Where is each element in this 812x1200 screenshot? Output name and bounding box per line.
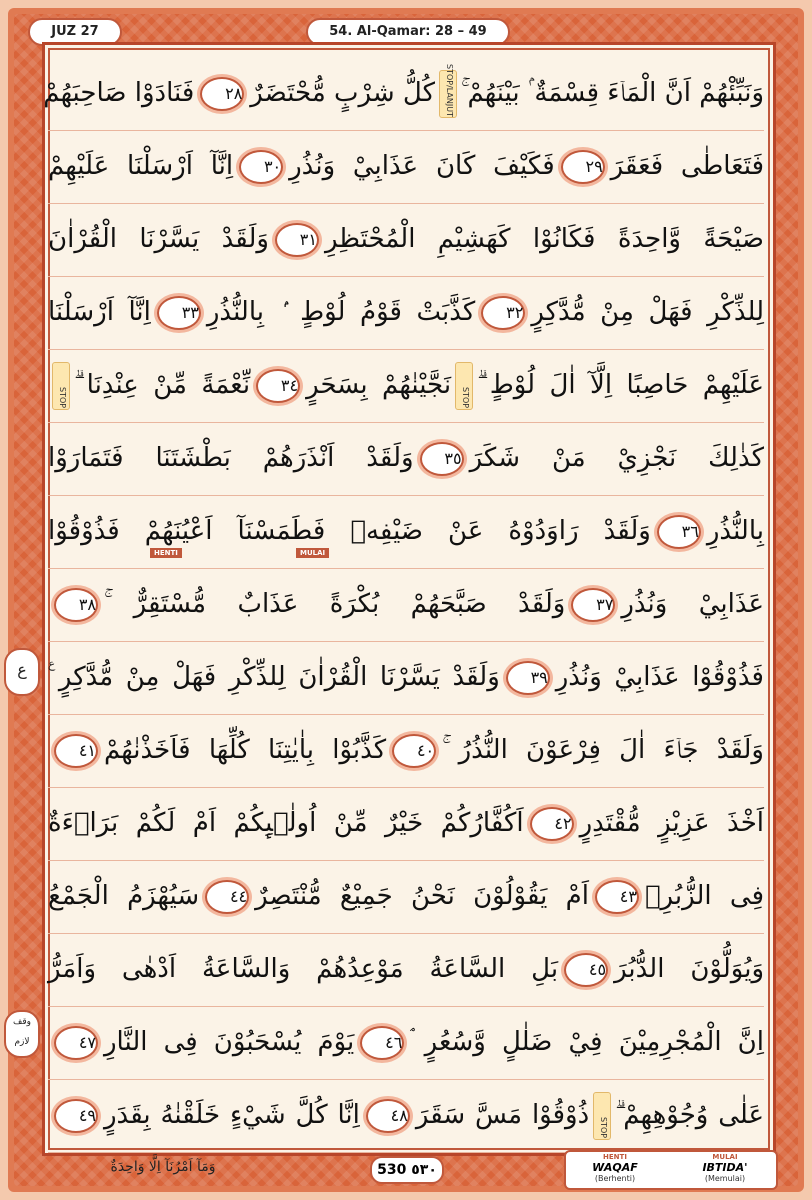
verse-line — [48, 859, 764, 934]
henti-label: HENTI — [150, 548, 182, 558]
verse-text: اِنَّ الْمُجْرِمِيْنَ فِيْ ضَلٰلٍ وَّسُعُرٍ ۘ — [410, 1027, 764, 1057]
verse-text: كَذٰلِكَ نَجْزِيْ مَنْ شَكَرَ — [469, 443, 765, 473]
legend-ibtida-sub: (Memulai) — [704, 1174, 746, 1183]
stop-sign-marker: STOP/LANJUT — [439, 70, 457, 118]
surah-title: 54. Al-Qamar: 28 – 49 — [306, 18, 510, 46]
mulai-label: MULAI — [296, 548, 329, 558]
verse-text: بِالنُّذُرِ — [706, 516, 764, 546]
verse-line — [43, 56, 764, 131]
verse-text: سَيُهْزَمُ الْجَمْعُ — [48, 881, 200, 911]
ayah-number-marker: ٣٢ — [481, 296, 525, 330]
ayah-number-marker: ٤٧ — [54, 1026, 98, 1060]
verse-text: وَلَقَدْ صَبَّحَهُمْ بُكْرَةً عَذَابٌ مُّسْتَقِرٌّ ۚ — [104, 589, 566, 619]
verse-line — [48, 932, 764, 1007]
ayah-number-marker: ٢٨ — [200, 77, 244, 111]
verse-text: كَذَّبَتْ قَوْمُ لُوْطٍ ۢ بِالنُّذُرِ — [206, 297, 476, 327]
verse-text: اِنَّا كُلَّ شَيْءٍ خَلَقْنٰهُ بِقَدَرٍ — [104, 1100, 360, 1130]
verse-text: عَذَابِيْ وَنُذُرِ — [621, 589, 764, 619]
verse-line — [48, 348, 764, 423]
ayah-number-marker: ٤٩ — [54, 1099, 98, 1133]
ayah-number-marker: ٤٨ — [366, 1099, 410, 1133]
verse-text: فِى الزُّبُرِۚ — [644, 881, 765, 911]
verse-line — [48, 713, 764, 788]
ayah-number-marker: ٣٨ — [54, 588, 98, 622]
verse-line — [48, 421, 764, 496]
verse-line — [48, 640, 764, 715]
verse-text: يَوْمَ يُسْحَبُوْنَ فِى النَّارِ — [104, 1027, 355, 1057]
verse-text: اِنَّآ اَرْسَلْنَا عَلَيْهِمْ — [48, 151, 234, 181]
verse-text: وَلَقَدْ رَاوَدُوْهُ عَنْ ضَيْفِهٖ فَطَمَسْنَآ اَعْيُنَهُمْ فَذُوْقُوْا — [48, 516, 651, 546]
legend-henti-label: HENTI — [603, 1153, 627, 1161]
ayah-number-marker: ٤٣ — [595, 880, 639, 914]
juz-label: JUZ 27 — [28, 18, 122, 46]
ayah-number-marker: ٣٧ — [571, 588, 615, 622]
stop-sign-marker: STOP — [52, 362, 70, 410]
verse-text: بَلِ السَّاعَةُ مَوْعِدُهُمْ وَالسَّاعَةُ اَدْهٰى وَاَمَرُّ — [48, 954, 559, 984]
catchword: وَمَآ اَمْرُنَآ اِلَّا وَاحِدَةٌ — [110, 1159, 216, 1175]
ayah-number-marker: ٤٥ — [564, 953, 608, 987]
stop-sign-marker: STOP — [593, 1092, 611, 1140]
verse-text: عَلٰى وُجُوْهِهِمْ ۗ — [615, 1100, 765, 1130]
verse-text: اِنَّآ اَرْسَلْنَا — [48, 297, 151, 327]
legend-mulai-label: MULAI — [712, 1153, 738, 1161]
stop-sign-marker: STOP — [455, 362, 473, 410]
verse-text: فَذُوْقُوْا عَذَابِيْ وَنُذُرِ — [555, 662, 764, 692]
verse-line — [48, 786, 764, 861]
ayah-number-marker: ٤٦ — [360, 1026, 404, 1060]
verse-text: كُلُّ شِرْبٍ مُّحْتَضَرٌ — [250, 78, 435, 108]
legend-waqaf-sub: (Berhenti) — [594, 1174, 636, 1183]
verse-text: فَنَادَوْا صَاحِبَهُمْ — [43, 78, 195, 108]
ayah-number-marker: ٤٢ — [530, 807, 574, 841]
verse-text: فَكَيْفَ كَانَ عَذَابِيْ وَنُذُرِ — [289, 151, 555, 181]
verse-text: صَيْحَةً وَّاحِدَةً فَكَانُوْا كَهَشِيْمِ الْمُحْتَظِرِ — [324, 224, 764, 254]
ayah-number-marker: ٣٣ — [157, 296, 201, 330]
page-number: 530 ٥٣٠ — [370, 1156, 444, 1184]
ayah-number-marker: ٤٠ — [392, 734, 436, 768]
verse-text: وَلَقَدْ جَاۤءَ اٰلَ فِرْعَوْنَ النُّذُرُ ۚ — [442, 735, 764, 765]
verse-text: اَمْ يَقُوْلُوْنَ نَحْنُ جَمِيْعٌ مُّنْتَصِرٌ — [255, 881, 589, 911]
ayah-number-marker: ٣٥ — [420, 442, 464, 476]
verse-text: وَلَقَدْ يَسَّرْنَا الْقُرْاٰنَ — [48, 224, 269, 254]
ayah-number-marker: ٤١ — [54, 734, 98, 768]
ayah-number-marker: ٤٤ — [205, 880, 249, 914]
verse-text: نَجَّيْنٰهُمْ بِسَحَرٍ — [306, 370, 452, 400]
waqf-lazim-mark: وقف لازم — [4, 1010, 40, 1058]
ayah-number-marker: ٣٤ — [256, 369, 300, 403]
verse-text: وَلَقَدْ يَسَّرْنَا الْقُرْاٰنَ لِلذِّكْرِ فَهَلْ مِنْ مُّدَّكِرٍ ࣖ — [48, 662, 500, 692]
verse-line — [48, 1078, 764, 1153]
verse-line — [48, 202, 764, 277]
verse-text: فَتَعَاطٰى فَعَقَرَ — [610, 151, 764, 181]
ayah-number-marker: ٢٩ — [561, 150, 605, 184]
verse-line — [48, 567, 764, 642]
verse-line — [48, 129, 764, 204]
legend-ibtida: IBTIDA' — [702, 1161, 748, 1174]
waqaf-ibtida-legend — [564, 1150, 778, 1190]
ayah-number-marker: ٣١ — [275, 223, 319, 257]
verse-text: ذُوْقُوْا مَسَّ سَقَرَ — [415, 1100, 590, 1130]
verse-text: كَذَّبُوْا بِاٰيٰتِنَا كُلِّهَا فَاَخَذْنٰهُمْ — [104, 735, 387, 765]
ruku-mark: ع — [4, 648, 40, 696]
ayah-number-marker: ٣٦ — [657, 515, 701, 549]
verse-text: اَكُفَّارُكُمْ خَيْرٌ مِّنْ اُولٰۤىِٕكُمْ اَمْ لَكُمْ بَرَاۤءَةٌ — [48, 808, 524, 838]
ayah-number-marker: ٣٠ — [239, 150, 283, 184]
verse-text: عَلَيْهِمْ حَاصِبًا اِلَّآ اٰلَ لُوْطٍ ۗ — [477, 370, 764, 400]
ayah-number-marker: ٣٩ — [506, 661, 550, 695]
verse-text: وَلَقَدْ اَنْذَرَهُمْ بَطْشَتَنَا فَتَمَارَوْا — [48, 443, 414, 473]
verse-text: نِّعْمَةً مِّنْ عِنْدِنَا ۗ — [74, 370, 251, 400]
legend-waqaf: WAQAF — [592, 1161, 638, 1174]
verse-line — [48, 275, 764, 350]
verse-text: اَخْذَ عَزِيْزٍ مُّقْتَدِرٍ — [579, 808, 764, 838]
verse-text: لِلذِّكْرِ فَهَلْ مِنْ مُّدَّكِرٍ — [531, 297, 764, 327]
verse-text: وَيُوَلُّوْنَ الدُّبُرَ — [614, 954, 765, 984]
verse-line — [48, 1005, 764, 1080]
verse-text: وَنَبِّئْهُمْ اَنَّ الْمَاۤءَ قِسْمَةٌ ۢ بَيْنَهُمْ ۚ — [460, 78, 764, 108]
